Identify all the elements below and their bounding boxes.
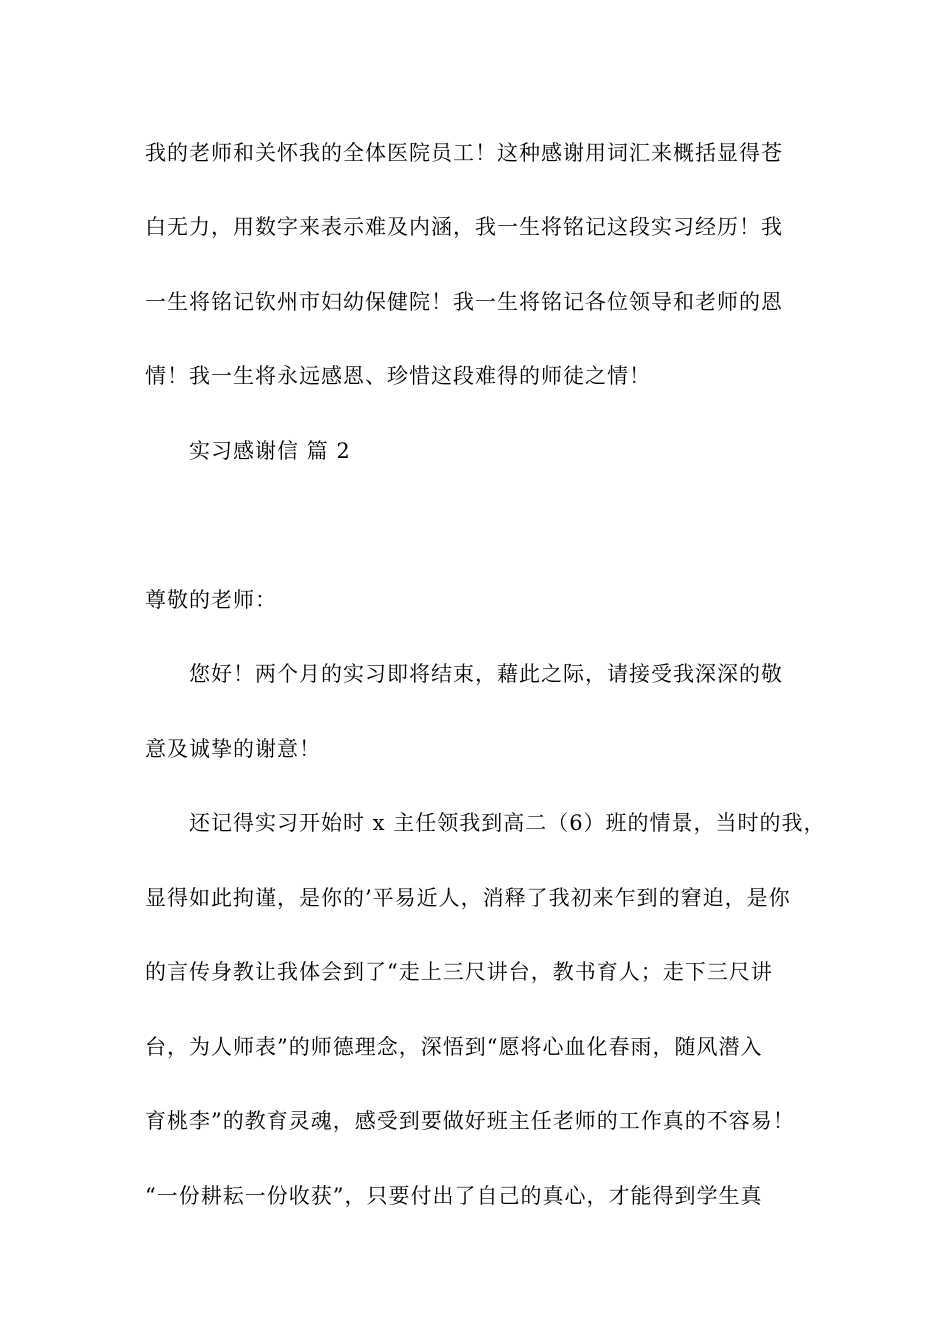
paragraph-line: 您好！两个月的实习即将结束，藉此之际，请接受我深深的敬 [189,662,783,686]
paragraph-line: 一生将铭记钦州市妇幼保健院！我一生将铭记各位领导和老师的恩 [145,290,783,314]
paragraph-line: 还记得实习开始时 x 主任领我到高二（6）班的情景，当时的我， [189,811,826,835]
paragraph-line: 育桃李”的教育灵魂，感受到要做好班主任老师的工作真的不容易！ [145,1109,795,1133]
paragraph-line: 台，为人师表”的师德理念，深悟到“愿将心血化春雨，随风潜入 [145,1035,763,1059]
salutation: 尊敬的老师： [145,588,277,612]
paragraph-line: 我的老师和关怀我的全体医院员工！这种感谢用词汇来概括显得苍 [145,141,783,165]
paragraph-line: 情！我一生将永远感恩、珍惜这段难得的师徒之情！ [145,364,651,388]
paragraph-line: 白无力，用数字来表示难及内涵，我一生将铭记这段实习经历！我 [145,215,783,239]
paragraph-line: “一份耕耘一份收获”，只要付出了自己的真心，才能得到学生真 [145,1184,763,1208]
section-heading: 实习感谢信 篇 2 [189,439,351,463]
paragraph-line: 意及诚挚的谢意！ [145,737,321,761]
paragraph-line: 的言传身教让我体会到了“走上三尺讲台，教书育人；走下三尺讲 [145,960,773,984]
paragraph-line: 显得如此拘谨，是你的’平易近人，消释了我初来乍到的窘迫，是你 [145,886,791,910]
